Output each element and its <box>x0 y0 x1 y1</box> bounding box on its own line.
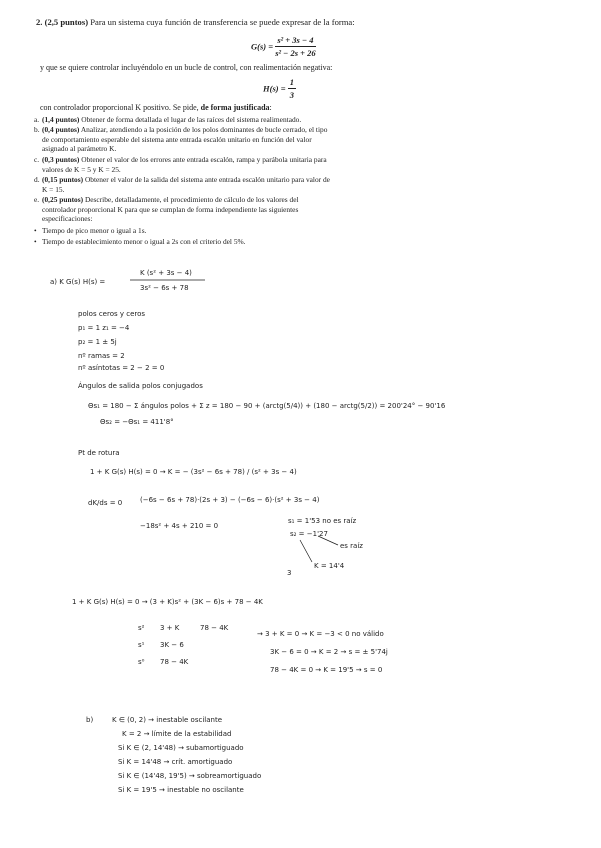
hw-k-value: K = 14'4 <box>314 562 345 570</box>
g-equation <box>251 35 316 58</box>
hw-rotura-eq: 1 + K G(s) H(s) = 0 → K = − (3s² − 6s + 78) / (s² + 3s − 4) <box>90 468 297 476</box>
handwritten-solution <box>0 262 601 848</box>
question-intro: Para un sistema cuya función de transferencia se puede expresar de la forma: <box>90 17 355 27</box>
hw-b-line: K = 2 → límite de la estabilidad <box>122 730 232 738</box>
h-lhs: H(s) = <box>263 83 286 94</box>
hw-routh-head: 1 + K G(s) H(s) = 0 → (3 + K)s² + (3K − 6)s + 78 − 4K <box>72 598 263 606</box>
requested-bold: de forma justificada <box>200 103 270 112</box>
hw-a-numerator: K (s² + 3s − 4) <box>140 269 192 277</box>
item-text: Obtener el valor de la salida del sistema ante entrada escalón unitario para valor de K = 15. <box>42 175 330 194</box>
item-points: (1,4 puntos) <box>42 115 80 124</box>
question-header <box>36 17 355 27</box>
requested-line <box>40 103 272 112</box>
hw-pt-rotura: Pt de rotura <box>78 449 120 457</box>
control-text: y que se quiere controlar incluyéndolo en un bucle de control, con realimentación negativa: <box>40 63 333 72</box>
hw-routh-c2: 78 − 4K <box>200 624 229 632</box>
hw-a-denominator: 3s² − 6s + 78 <box>140 284 189 292</box>
question-number: 2. <box>36 17 43 27</box>
hw-b-line: Si K = 14'48 → crít. amortiguado <box>118 758 233 766</box>
hw-b-line: Si K ∈ (14'48, 19'5) → sobreamortiguado <box>118 772 262 780</box>
hw-small-3: 3 <box>287 569 292 577</box>
item-label: b. <box>34 125 40 134</box>
g-numerator: s² + 3s − 4 <box>275 35 315 47</box>
g-denominator: s² − 2s + 26 <box>275 48 316 58</box>
hw-arrow <box>318 536 338 545</box>
item-label: d. <box>34 175 40 184</box>
hw-root2: s₂ = −1'27 <box>290 530 328 538</box>
question-block <box>0 0 601 262</box>
hw-quad-eq: −18s² + 4s + 210 = 0 <box>140 522 219 530</box>
item-text: Analizar, atendiendo a la posición de los polos dominantes de bucle cerrado, el tipo de comportamiento esperable del sistema ante entrada escalón unitario en función del valor asignado al parámetro K. <box>42 125 328 153</box>
hw-angulos-title: Ángulos de salida polos conjugados <box>78 382 203 390</box>
h-fraction <box>288 77 296 100</box>
hw-n-ramas: nº ramas = 2 <box>78 352 125 360</box>
hw-routh-cond: → 3 + K = 0 → K = −3 < 0 no válido <box>257 630 384 638</box>
hw-b-line: K ∈ (0, 2) → inestable oscilante <box>112 716 223 724</box>
hw-routh-c1: 3K − 6 <box>160 641 184 649</box>
hw-n-asintotas: nº asíntotas = 2 − 2 = 0 <box>78 364 165 372</box>
hw-routh-c1: 3 + K <box>160 624 180 632</box>
g-fraction <box>275 35 315 58</box>
hw-b-line: Si K = 19'5 → inestable no oscilante <box>118 786 244 794</box>
bullet-item: • Tiempo de establecimiento menor o igual a 2s con el criterio del 5%. <box>42 237 246 246</box>
question-points: (2,5 puntos) <box>44 17 89 27</box>
hw-deriv-eq: (−6s − 6s + 78)·(2s + 3) − (−6s − 6)·(s² + 3s − 4) <box>140 496 320 504</box>
item-points: (0,3 puntos) <box>42 155 80 164</box>
item-label: c. <box>34 155 40 164</box>
hw-angulo-eq: Θs₁ = 180 − Σ ángulos polos + Σ z = 180 − 90 + (arctg(5/4)) + (180 − arctg(5/2)) = 200'24° − 90'16 <box>88 402 446 410</box>
hw-b-label: b) <box>86 716 94 724</box>
hw-b-line: Si K ∈ (2, 14'48) → subamortiguado <box>118 744 244 752</box>
item-label: e. <box>34 195 40 204</box>
item-points: (0,4 puntos) <box>42 125 80 134</box>
item-points: (0,15 puntos) <box>42 175 84 184</box>
hw-p2: p₂ = 1 ± 5j <box>78 338 117 346</box>
bullet-item: • Tiempo de pico menor o igual a 1s. <box>42 226 146 235</box>
hw-routh-pow: s¹ <box>138 641 145 649</box>
hw-routh-pow: s⁰ <box>138 658 145 666</box>
item-text: Obtener el valor de los errores ante entrada escalón, rampa y parábola unitaria para valores de K = 5 y K = 25. <box>42 155 327 174</box>
hw-root2-note: es raíz <box>340 542 363 550</box>
hw-arrow <box>300 540 312 562</box>
h-denominator: 3 <box>289 90 294 100</box>
hw-routh-c1: 78 − 4K <box>160 658 189 666</box>
requested-post: : <box>269 103 272 112</box>
item-label: a. <box>34 115 40 124</box>
hw-polos-ceros: polos ceros y ceros <box>78 310 146 318</box>
hw-angulo-res: Θs₂ = −Θs₁ = 411'8° <box>100 418 174 426</box>
hw-dk-ds: dK/ds = 0 <box>88 499 123 507</box>
item-text: Obtener de forma detallada el lugar de las raíces del sistema realimentado. <box>81 115 302 124</box>
hw-routh-pow: s² <box>138 624 145 632</box>
hw-root1: s₁ = 1'53 no es raíz <box>288 517 357 525</box>
hw-routh-cond: 3K − 6 = 0 → K = 2 → s = ± 5'74j <box>270 648 388 656</box>
requested-pre: con controlador proporcional K positivo. Se pide, <box>40 103 199 112</box>
hw-p1: p₁ = 1 z₁ = −4 <box>78 324 130 332</box>
item-points: (0,25 puntos) <box>42 195 84 204</box>
g-lhs: G(s) = <box>251 41 274 52</box>
hw-routh-cond: 78 − 4K = 0 → K = 19'5 → s = 0 <box>270 666 383 674</box>
item-text: Describe, detalladamente, el procedimiento de cálculo de los valores del controlador proporcional K para que se cumplan de forma independiente las siguientes especificaciones: <box>42 195 299 223</box>
hw-a-line: a) K G(s) H(s) = <box>50 278 106 286</box>
h-equation <box>263 77 296 100</box>
h-numerator: 1 <box>289 77 294 87</box>
